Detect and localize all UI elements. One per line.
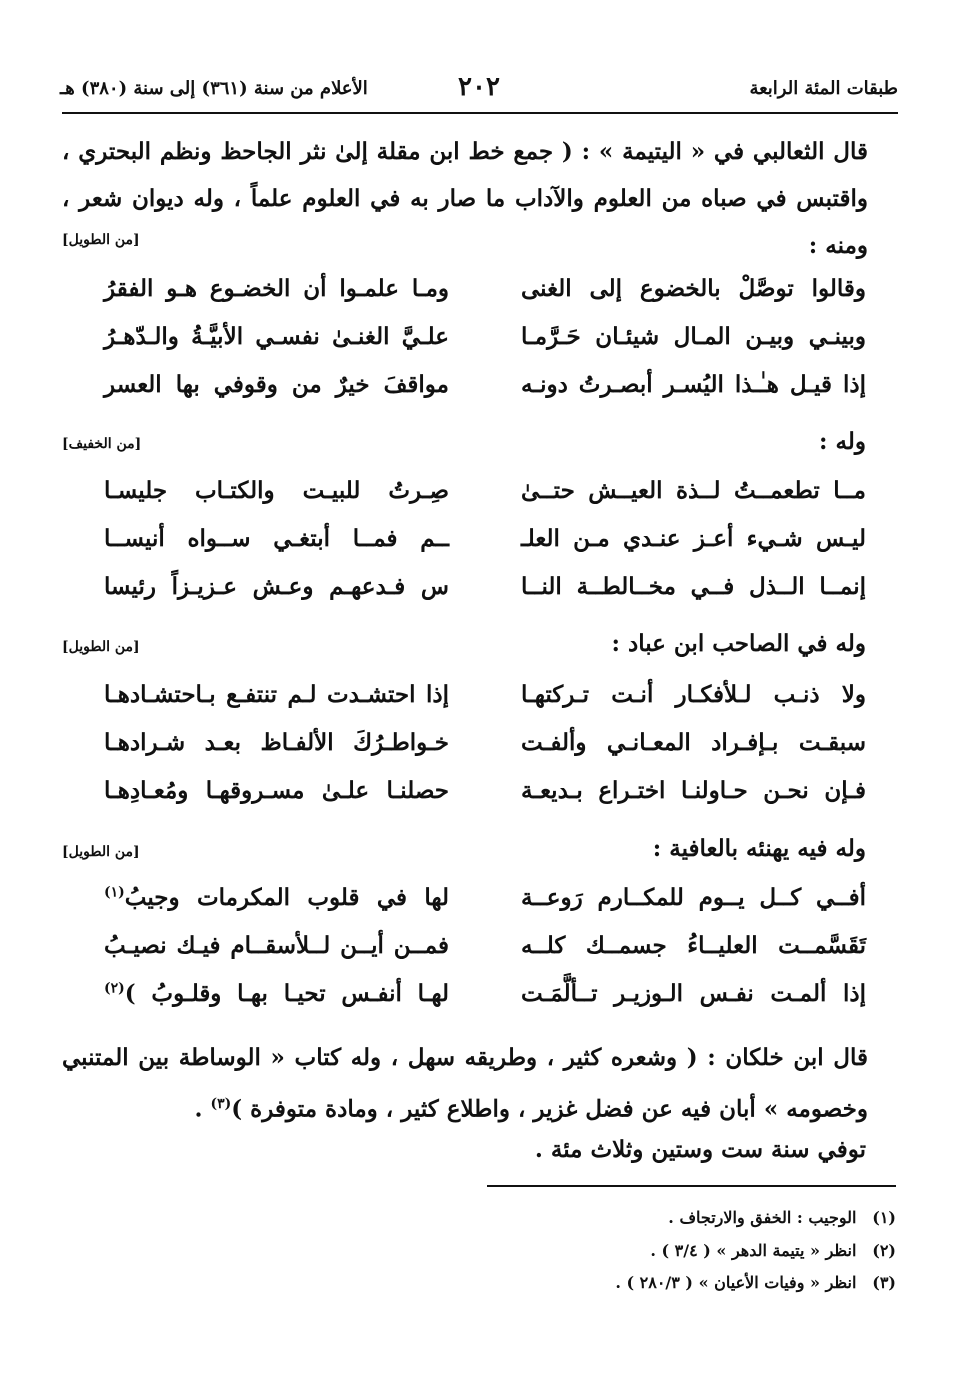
verse-second-hemistich: مواقفَ خيرٌ من وقوفي بها العسر (104, 371, 449, 398)
footnote-text: الوجيب : الخفق والارتجاف . (668, 1208, 857, 1227)
chapter-title: طبقات المئة الرابعة (749, 78, 898, 99)
verse-first-hemistich: فـإن نحـن حـاولنـا اختـراع بـديعـة (521, 777, 866, 804)
running-header (60, 72, 898, 112)
footnote-text: انظر « يتيمة الدهر » ( ٣/٤ ) . (650, 1241, 857, 1260)
verse-line (62, 980, 896, 1028)
verse-line (62, 729, 896, 777)
verse-first-hemistich: تَقَسَّمــت العليــاءُ جسمــك كلــه (521, 932, 866, 959)
footnote-text: انظر « وفيات الأعيان » ( ٢٨٠/٣ ) . (615, 1273, 857, 1292)
footnote-ref: (٣) (210, 1096, 232, 1112)
poem-intro: وله فيه يهنئه بالعافية : (652, 835, 866, 862)
verse-line (62, 932, 896, 980)
verse-first-hemistich: إذا قيـل هـٰـذا اليُسـر أبصـرتُ دونـه (521, 371, 866, 398)
verse-first-hemistich: وقالوا توصَّلْ بالخضوع إلى الغنى (521, 275, 866, 302)
verse-second-hemistich: حصلنـا علـىٰ مسـروقهـا ومُعـادِهـا (104, 777, 449, 804)
footnote-ref: (١) (104, 884, 125, 901)
verse-second-hemistich: علـيَّ الغنـىٰ نفسـي الأبيَّـةُ والـدّهـرُ (104, 323, 449, 350)
footnote (615, 1273, 896, 1292)
verse-first-hemistich: ليـس شـيء أعـز عنـدي مـن العلـ (521, 525, 866, 552)
verse-line (62, 681, 896, 729)
footnote-number: (٢) (872, 1241, 896, 1260)
meter-label: [من الخفيف] (62, 436, 142, 452)
verse-second-hemistich: ــم فمــا أبتغـي ســواه أنيســا (104, 525, 449, 552)
verse-line (62, 777, 896, 825)
verse-second-hemistich: فمــن أيــن لــلأسقــام فيـك نصيـبُ (104, 932, 449, 959)
footnote-number: (٣) (872, 1273, 896, 1292)
footnote-number: (١) (872, 1208, 896, 1227)
verse-second-hemistich (104, 884, 449, 911)
header-rule (62, 112, 898, 114)
poem-intro: وله في الصاحب ابن عباد : (611, 630, 866, 657)
meter-label: [من الطويل] (62, 639, 140, 655)
paragraph-end: . (194, 1095, 211, 1123)
hemistich-text: لهـا أنفـس تحيـا بهـا وقلـوبُ ) (124, 980, 449, 1007)
verse-first-hemistich: إنمــا الــذل فــي مخــالطــة النــا (521, 573, 866, 600)
verse-line (62, 525, 896, 573)
paragraph-text: قال ابن خلكان : ( وشعره كثير ، وطريقه سهل ، وله كتاب « الوساطة بين المتنبي وخصومه » أبان فيه عن فضل غزير ، واطلاع كثير ، ومادة متوفرة ) (62, 1044, 868, 1123)
verse-first-hemistich: ولا ذنـب لـلأفكـار أنـت تـركتهـا (521, 681, 866, 708)
verse-second-hemistich: خـواطـرُكَ الألفـاظ بعـد شـرادهـا (104, 729, 449, 756)
footnote-rule (487, 1185, 896, 1187)
khallikan-paragraph (62, 1034, 896, 1133)
verse-first-hemistich: أفــي كــل يــوم للمكــارم رَوعــة (521, 884, 866, 911)
meter-label: [من الطويل] (62, 844, 140, 860)
verse-first-hemistich: سبقـت بـإفـراد المعـانـي وألفـت (521, 729, 866, 756)
footnote (668, 1208, 896, 1227)
verse-second-hemistich: صِـرتُ للبيـت والكتـاب جليسـا (104, 477, 449, 504)
page-number: ٢٠٢ (458, 72, 500, 102)
section-title: الأعلام من سنة (٣٦١) إلى سنة (٣٨٠) هـ (60, 78, 368, 99)
footnote-ref: (٢) (104, 980, 125, 997)
verse-second-hemistich: إذا احتشـدت لـم تنتفـع بـاحتشـادهـا (104, 681, 449, 708)
verse-line (62, 573, 896, 621)
hemistich-text: لها في قلوب المكرمات وجيبُ (124, 884, 449, 911)
verse-line (62, 275, 896, 323)
meter-label: [من الطويل] (62, 232, 140, 248)
verse-second-hemistich (104, 980, 449, 1007)
verse-second-hemistich: ومـا علمـوا أن الخضـوع هـو الفقرُ (104, 275, 449, 302)
verse-first-hemistich: إذا ألمـت نفـس الـوزيـر تــألَّمَـت (521, 980, 866, 1007)
verse-line (62, 884, 896, 932)
death-line: توفي سنة ست وستين وثلاث مئة . (534, 1136, 866, 1163)
verse-line (62, 477, 896, 525)
intro-paragraph: قال الثعالبي في « اليتيمة » : ( جمع خط ابن مقلة إلىٰ نثر الجاحظ ونظم البحتري ، واقتبس في صباه من العلوم والآداب ما صار به في العلوم علماً ، وله ديوان شعر ، ومنه : (62, 138, 868, 259)
verse-second-hemistich: س فـدعهـم وعـش عـزيـزاً رئيسا (104, 573, 449, 600)
footnote (650, 1241, 896, 1260)
verse-first-hemistich: مــا تطعمــتُ لــذة العيــش حتــىٰ (521, 477, 866, 504)
verse-line (62, 371, 896, 419)
poem-intro: وله : (819, 428, 866, 455)
verse-first-hemistich: وبينـي وبيـن المـال شيئـان حَـرَّمـا (521, 323, 866, 350)
verse-line (62, 323, 896, 371)
